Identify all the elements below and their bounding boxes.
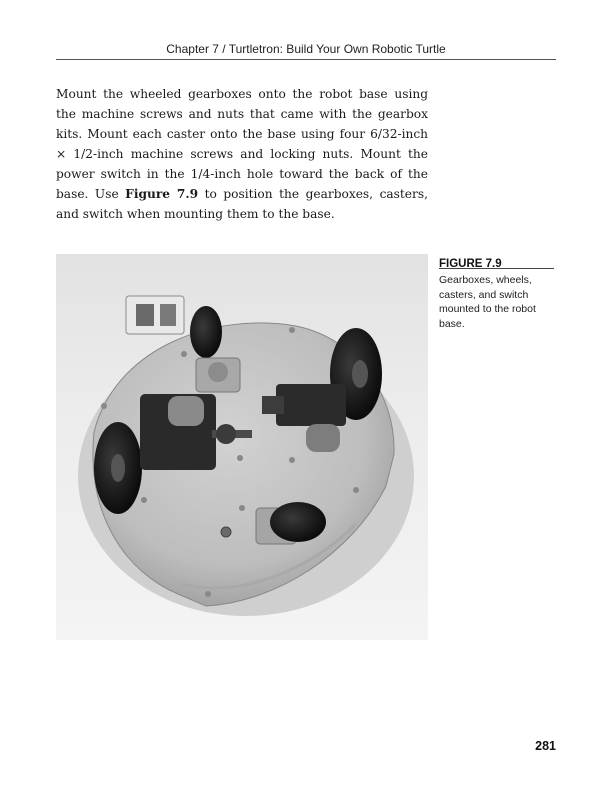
screw [289, 457, 295, 463]
right-gearbox [276, 384, 346, 426]
right-gearbox-motor [306, 424, 340, 452]
screw [289, 327, 295, 333]
screw [237, 455, 243, 461]
power-switch [221, 527, 231, 537]
running-header: Chapter 7 / Turtletron: Build Your Own Robotic Turtle [166, 42, 446, 56]
screw [353, 487, 359, 493]
top-caster-wheel [190, 306, 222, 358]
bottom-caster-wheel [270, 502, 326, 542]
paragraph-text-start: Mount the wheeled gearboxes onto the robot base using the machine screws and nuts that came with the gearbox kits. Mount each caster onto the base using four 6/32-inch × 1/2-inch machine screws and locking nuts. Mount the power switch in the 1/4-inch hole toward the back of the base. Use [56, 87, 428, 201]
caption-rule [439, 268, 554, 269]
robot-base-photo [56, 254, 428, 640]
figure-label: FIGURE 7.9 [439, 258, 502, 270]
figure-caption: Gearboxes, wheels, casters, and switch mounted to the robot base. [439, 274, 536, 330]
page-number: 281 [535, 739, 556, 753]
left-gearbox-motor [168, 396, 204, 426]
left-wheel-hub [111, 454, 125, 482]
top-caster-hub [208, 362, 228, 382]
body-paragraph [56, 84, 428, 224]
screw [205, 591, 211, 597]
screw [141, 497, 147, 503]
screw [101, 403, 107, 409]
paragraph-text-end: to position the gearboxes, casters, and switch when mounting them to the base. [56, 187, 428, 221]
left-gearbox-gear [216, 424, 236, 444]
screw [181, 351, 187, 357]
switch-box-inner [136, 304, 154, 326]
screw [239, 505, 245, 511]
switch-box-inner-2 [160, 304, 176, 326]
header-rule [56, 59, 556, 60]
right-gearbox-frame [262, 396, 284, 414]
right-wheel-hub [352, 360, 368, 388]
figure-reference: Figure 7.9 [125, 187, 199, 201]
